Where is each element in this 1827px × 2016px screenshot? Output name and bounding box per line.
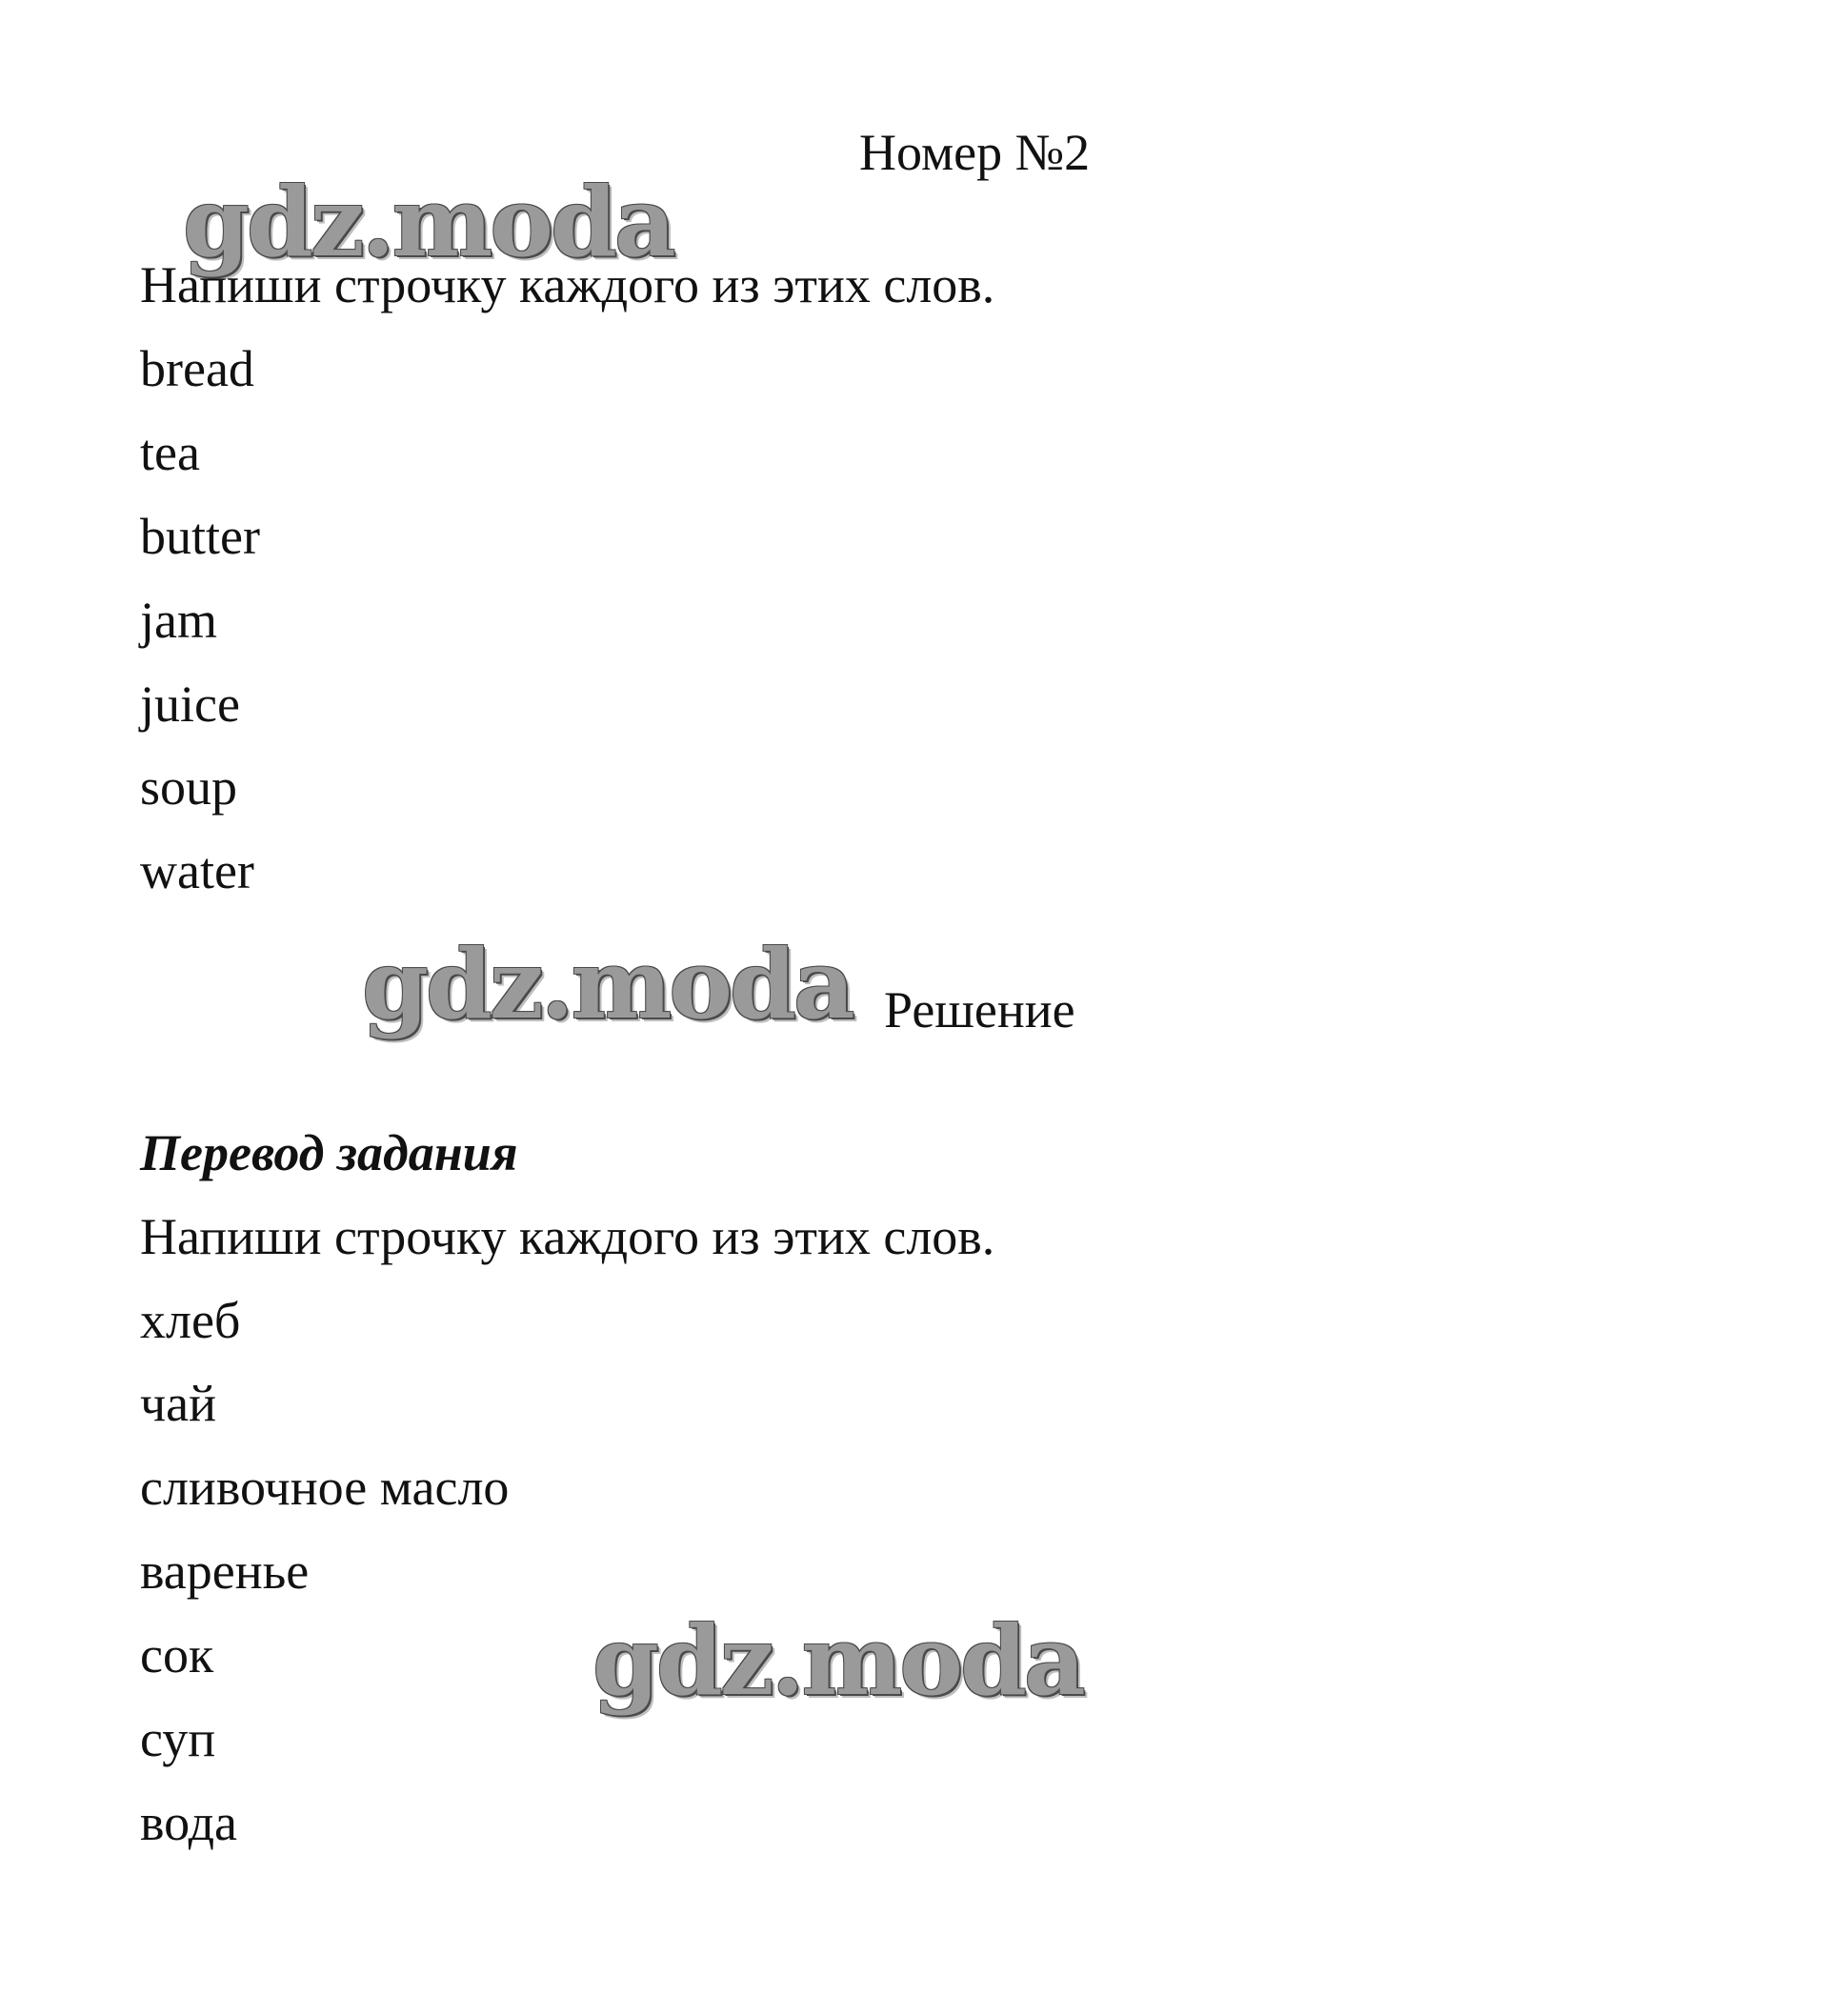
watermark-logo-bottom: gdz.moda	[592, 1604, 1083, 1717]
word-item: bread	[140, 340, 254, 397]
solution-label: Решение	[884, 981, 1075, 1038]
translated-word-item: хлеб	[140, 1292, 241, 1349]
translated-word-item: чай	[140, 1375, 217, 1432]
translation-heading: Перевод задания	[140, 1124, 518, 1181]
watermark-logo-middle: gdz.moda	[362, 928, 853, 1040]
watermark-logo-top: gdz.moda	[183, 166, 673, 278]
word-item: jam	[140, 592, 217, 649]
word-item: soup	[140, 758, 238, 816]
word-item: water	[140, 842, 254, 899]
translated-word-item: сок	[140, 1626, 214, 1683]
word-item: butter	[140, 508, 260, 565]
translated-word-item: сливочное масло	[140, 1459, 510, 1516]
word-item: tea	[140, 424, 200, 481]
word-item: juice	[140, 675, 240, 733]
translated-word-item: варенье	[140, 1542, 310, 1600]
translated-word-item: суп	[140, 1710, 216, 1767]
page-title: Номер №2	[859, 124, 1091, 181]
translation-instruction: Напиши строчку каждого из этих слов.	[140, 1208, 995, 1265]
task-instruction: Напиши строчку каждого из этих слов.	[140, 256, 995, 313]
translated-word-item: вода	[140, 1794, 238, 1851]
